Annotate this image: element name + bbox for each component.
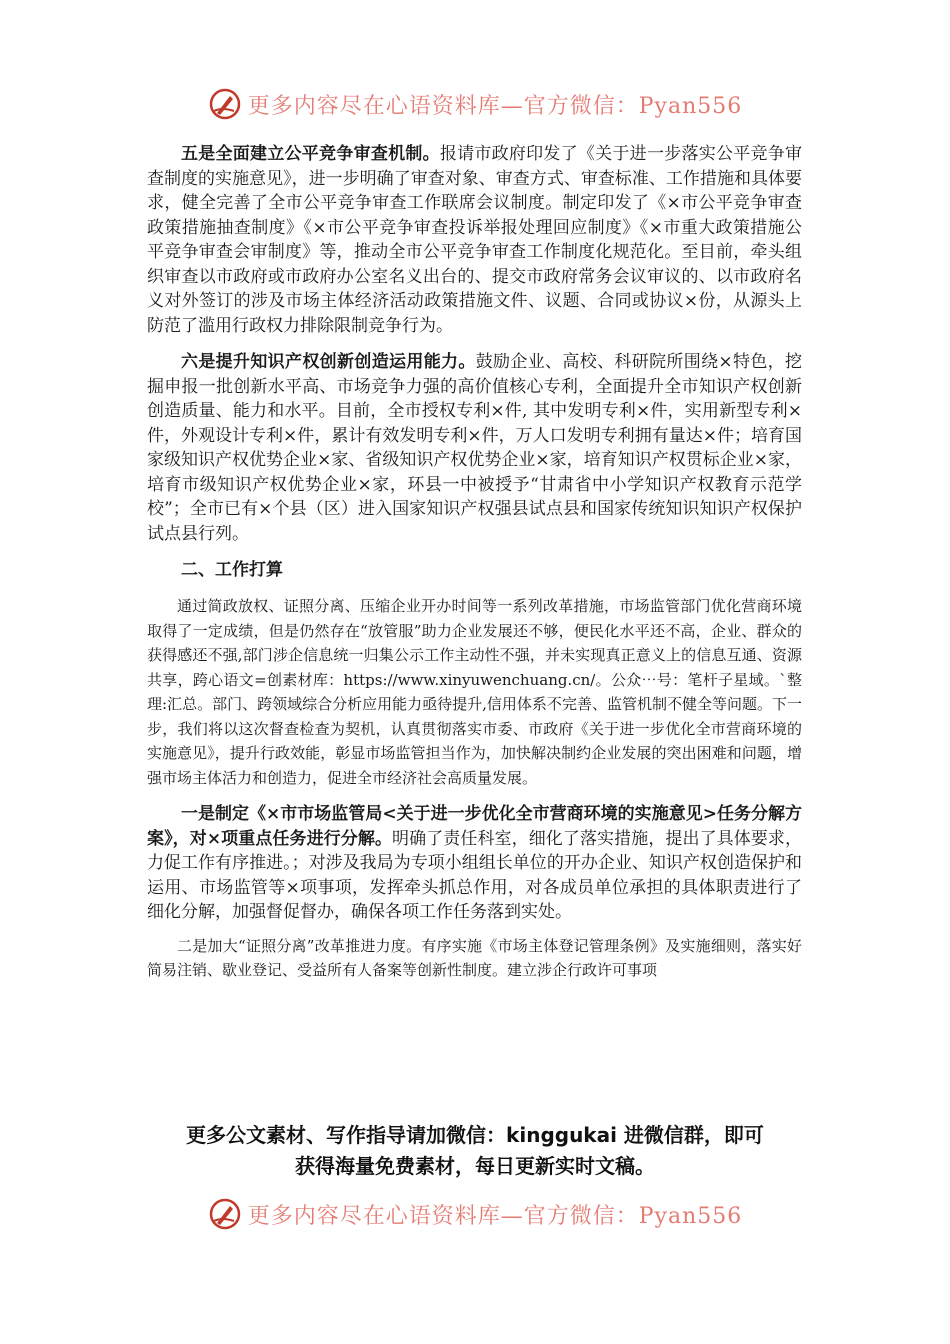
document-body <box>147 142 802 983</box>
paragraph-lead: 五是全面建立公平竞争审查机制。 <box>181 144 440 164</box>
banner-text: 更多内容尽在心语资料库—官方微信：Pyan556 <box>247 1203 743 1229</box>
paragraph-work-plan: 通过简政放权、证照分离、压缩企业开办时间等一系列改革措施，市场监管部门优化营商环境取得了一定成绩，但是仍然存在“放管服”助力企业发展还不够，便民化水平还不高，企业、群众的获得感还不强,部门涉企信息统一归集公示工作主动性不强，并未实现真正意义上的信息互通、资源共享，跨心语文=创素材库：https://www.xinyuwenchuang.cn/。公众⋯号：笔杆子星域。`整理:汇总。部门、跨领域综合分析应用能力亟待提升,信用体系不完善、监管机制不健全等问题。下一步，我们将以这次督查检查为契机，认真贯彻落实市委、市政府《关于进一步优化全市营商环境的实施意见》，提升行政效能，彰显市场监管担当作为，加快解决制约企业发展的突出困难和问题，增强市场主体活力和创造力，促进全市经济社会高质量发展。 <box>147 597 802 787</box>
footer-banner <box>0 1194 950 1234</box>
paragraph-ip-innovation <box>147 350 802 546</box>
promo-line-2: 获得海量免费素材，每日更新实时文稿。 <box>295 1154 655 1178</box>
paragraph-text: 报请市政府印发了《关于进一步落实公平竞争审查制度的实施意见》，进一步明确了审查对象、审查方式、审查标准、工作措施和具体要求，健全完善了全市公平竞争审查工作联席会议制度。制定印发了《×市公平竞争审查政策措施抽查制度》《×市公平竞争审查投诉举报处理回应制度》《×市重大政策措施公平竞争审查会审制度》等，推动全市公平竞争审查工作制度化规范化。至目前，牵头组织审查以市政府或市政府办公室名义出台的、提交市政府常务会议审议的、以市政府名义对外签订的涉及市场主体经济活动政策措施文件、议题、合同或协议×份，从源头上防范了滥用行政权力排除限制竞争行为。 <box>147 144 803 336</box>
paragraph-text: 明确了责任科室，细化了落实措施，提出了具体要求，力促工作有序推进。；对涉及我局为专项小组组长单位的开办企业、知识产权创造保护和运用、市场监管等×项事项，发挥牵头抓总作用，对各成员单位承担的具体职责进行了细化分解，加强督促督办，确保各项工作任务落到实处。 <box>147 828 802 922</box>
paragraph-task-one <box>147 802 802 925</box>
paragraph-text: 鼓励企业、高校、科研院所围绕×特色，挖掘申报一批创新水平高、市场竞争力强的高价值核心专利，全面提升全市知识产权创新创造质量、能力和水平。目前，全市授权专利×件, 其中发明专利×件，实用新型专利×件，外观设计专利×件，累计有效发明专利×件，万人口发明专利拥有量达×件；培育国家级知识产权优势企业×家、省级知识产权优势企业×家，培育知识产权贯标企业×家，培育市级知识产权优势企业×家，环县一中被授予“甘肃省中小学知识产权教育示范学校”；全市已有×个县（区）进入国家知识产权强县试点县和国家传统知识知识产权保护试点县行列。 <box>147 352 803 544</box>
promo-line-1: 更多公文素材、写作指导请加微信：kinggukai 进微信群，即可 <box>186 1123 764 1147</box>
banner-text: 更多内容尽在心语资料库—官方微信：Pyan556 <box>247 93 743 119</box>
header-banner <box>0 84 950 124</box>
pen-logo-icon <box>208 1197 242 1231</box>
paragraph-task-two: 二是加大“证照分离”改革推进力度。有序实施《市场主体登记管理条例》及实施细则，落实好简易注销、歇业登记、受益所有人备案等创新性制度。建立涉企行政许可事项 <box>147 936 802 979</box>
paragraph-lead: 六是提升知识产权创新创造运用能力。 <box>181 352 476 372</box>
pen-logo-icon <box>208 87 242 121</box>
wechat-promo <box>120 1120 830 1182</box>
section-heading-work-plan: 二、工作打算 <box>181 560 283 580</box>
paragraph-lead: 一是制定《×市市场监管局<关于进一步优化全市营商环境的实施意见>任务分解方案》，对×项重点任务进行分解。 <box>147 804 802 849</box>
paragraph-fair-competition <box>147 142 802 338</box>
